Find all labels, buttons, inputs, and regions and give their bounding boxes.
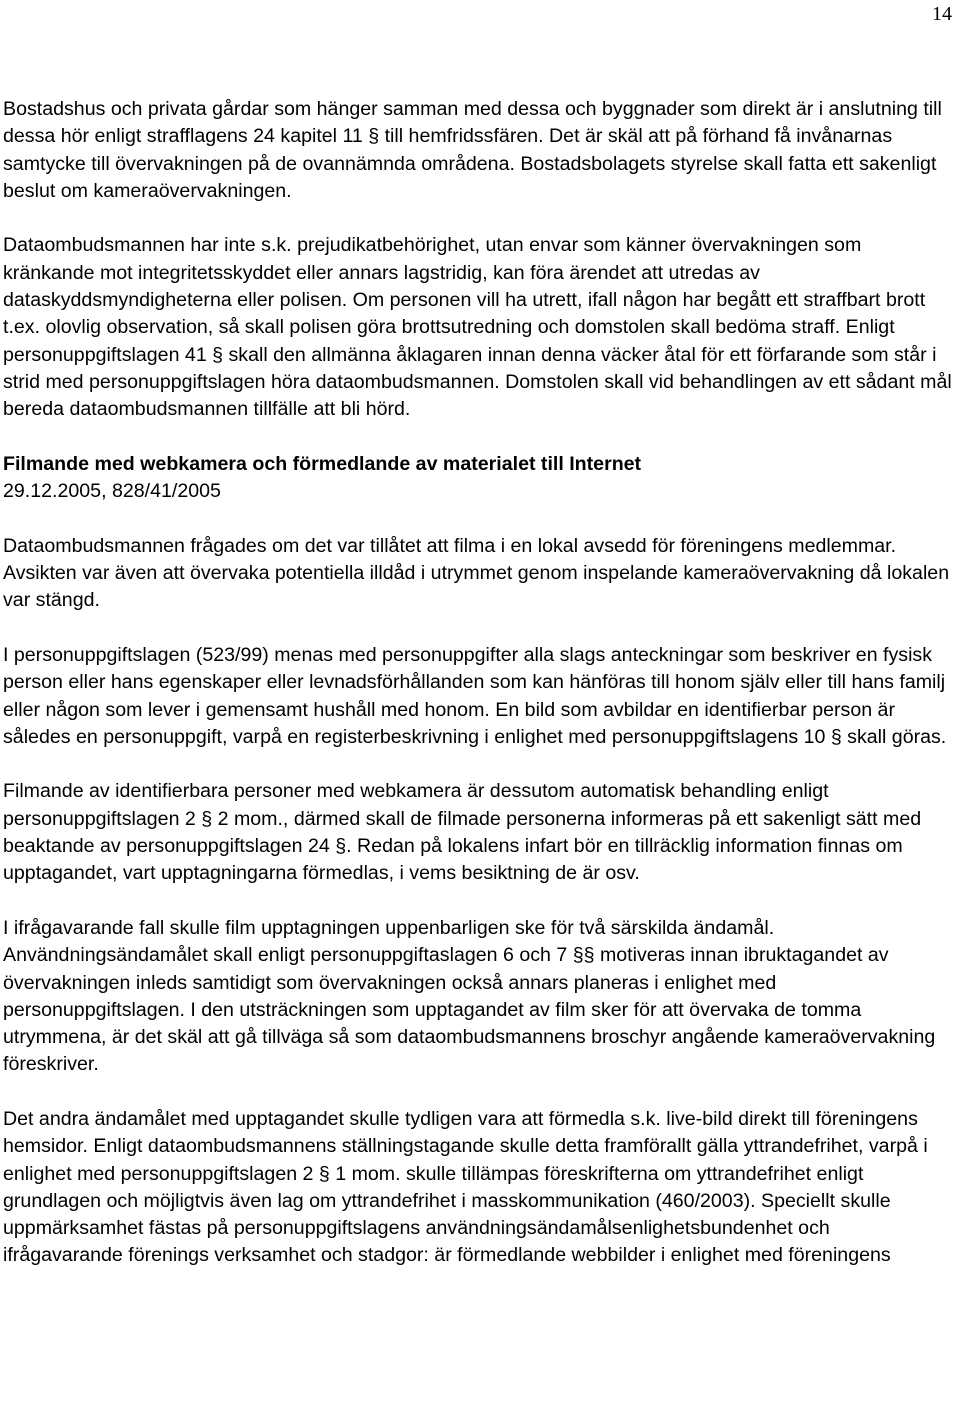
section-reference: 29.12.2005, 828/41/2005: [3, 480, 221, 503]
paragraph-dataombudsmannen: Dataombudsmannen har inte s.k. prejudikatbehörighet, utan envar som känner övervakningen som kränkande mot integritetsskyddet eller annars lagstridig, kan föra ärendet att utredas av dataskyddsmyndigheterna eller polisen. Om personen vill ha utrett, ifall någon har begått ett straffbart brott t.ex. olovlig observation, så skall polisen göra brottsutredning och domstolen skall bedöma straff. Enligt personuppgiftslagen 41 § skall den allmänna åklagaren innan denna väcker åtal för ett förfarande som står i strid med personuppgiftslagen höra dataombudsmannen. Domstolen skall vid behandlingen av ett sådant mål bereda dataombudsmannen tillfälle att bli hörd.: [3, 234, 952, 421]
section-paragraph-webkamera: Filmande av identifierbara personer med webkamera är dessutom automatisk behandling enligt personuppgiftslagen 2 § 2 mom., därmed skall de filmade personerna informeras på ett sakenligt sätt med beaktande av personuppgiftslagen 24 §. Redan på lokalens infart bör en tillräcklig information finnas om upptagandet, vart upptagningarna förmedlas, i vems besiktning de är osv.: [3, 780, 922, 885]
section-paragraph-live-bild: Det andra ändamålet med upptagandet skulle tydligen vara att förmedla s.k. live-bild direkt till föreningens hemsidor. Enligt dataombudsmannens ställningstagande skulle detta framförallt gälla yttrandefrihet, varpå i enlighet med personuppgiftslagen 2 § 1 mom. skulle tillämpas föreskrifterna om yttrandefrihet enligt grundlagen och möjligtvis även lag om yttrandefrihet i masskommunikation (460/2003). Speciellt skulle uppmärksamhet fästas på personuppgiftslagens användningsändamålsenlighetsbundenhet och ifrågavarande förenings verksamhet och stadgor: är förmedlande webbilder i enlighet med föreningens: [3, 1107, 928, 1267]
section-heading: Filmande med webkamera och förmedlande av materialet till Internet: [3, 452, 642, 475]
document-body: [3, 96, 955, 1297]
section-paragraph-question: Dataombudsmannen frågades om det var tillåtet att filma i en lokal avsedd för föreningens medlemmar. Avsikten var även att övervaka potentiella illdåd i utrymmet genom inspelande kameraövervakning då lokalen var stängd.: [3, 534, 950, 612]
section-paragraph-andamal: I ifrågavarande fall skulle film upptagningen uppenbarligen ske för två särskilda ändamål. Användningsändamålet skall enligt personuppgiftaslagen 6 och 7 §§ motiveras innan ibruktagandet av övervakningen inleds samtidigt som övervakningen också annars planeras i enlighet med personuppgiftslagen. I den utsträckningen som upptagandet av film sker för att övervaka de tomma utrymmena, är det skäl att gå tillväga så som dataombudsmannens broschyr angående kameraövervakning föreskriver.: [3, 916, 936, 1076]
section-paragraph-personuppgifter: I personuppgiftslagen (523/99) menas med personuppgifter alla slags anteckningar som beskriver en fysisk person eller hans egenskaper eller levnadsförhållanden som kan hänföras till honom själv eller till hans familj eller någon som lever i gemensamt hushåll med honom. En bild som avbildar en identifierbar person är således en personuppgift, varpå en registerbeskrivning i enlighet med personuppgiftslagens 10 § skall göras.: [3, 643, 947, 748]
paragraph-hemfrid: Bostadshus och privata gårdar som hänger samman med dessa och byggnader som direkt är i anslutning till dessa hör enligt strafflagens 24 kapitel 11 § till hemfridssfären. Det är skäl att på förhand få invånarnas samtycke till övervakningen på de ovannämnda områdena. Bostadsbolagets styrelse skall fatta ett sakenligt beslut om kameraövervakningen.: [3, 98, 942, 202]
page-number: 14: [932, 3, 952, 25]
